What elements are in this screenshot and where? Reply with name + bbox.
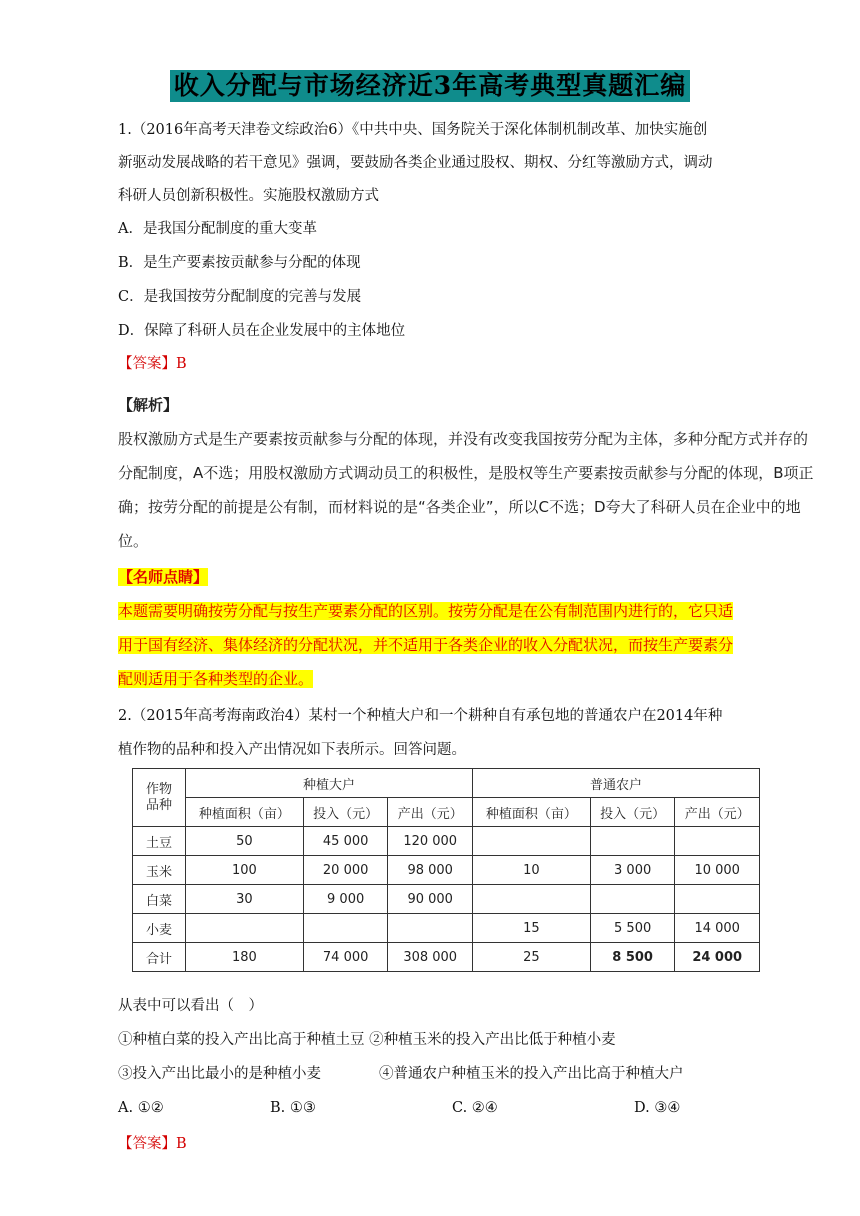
q1-answer: 【答案】B [118, 356, 187, 372]
table-cell [303, 914, 388, 943]
table-cell: 90 000 [388, 885, 473, 914]
table-row [133, 856, 760, 885]
table-cell: 10 000 [675, 856, 760, 885]
q1-tip-label-text: 【名师点睛】 [118, 568, 209, 586]
table-corner-line-2: 品种 [145, 797, 172, 813]
q1-tip-line-2 [118, 634, 733, 656]
table-cell: 3 000 [590, 856, 675, 885]
table-header-row [133, 769, 760, 798]
q2-stem-line-2: 植作物的品种和投入产出情况如下表所示。回答问题。 [118, 742, 466, 758]
table-group-header-2: 普通农户 [472, 769, 759, 798]
q1-tip-line-2-text: 用于国有经济、集体经济的分配状况，并不适用于各类企业的收入分配状况，而按生产要素分 [118, 636, 734, 654]
table-subheader: 投入（元） [303, 798, 388, 827]
q1-option-a: A．是我国分配制度的重大变革 [118, 221, 317, 237]
table-cell: 10 [472, 856, 590, 885]
q2-option-b: B. ①③ [270, 1100, 316, 1116]
table-cell [472, 885, 590, 914]
table-cell: 50 [186, 827, 304, 856]
q2-answer: 【答案】B [118, 1136, 187, 1152]
q2-option-d: D. ③④ [634, 1100, 681, 1116]
table-subheader: 产出（元） [675, 798, 760, 827]
table-cell: 45 000 [303, 827, 388, 856]
table-cell [186, 914, 304, 943]
q1-analysis-line-3: 确；按劳分配的前提是公有制，而材料说的是“各类企业”，所以C不选；D夸大了科研人员在企业中的地 [118, 498, 801, 516]
table-cell [675, 827, 760, 856]
table-subheader: 种植面积（亩） [186, 798, 304, 827]
table-cell [590, 827, 675, 856]
table-cell: 24 000 [675, 943, 760, 972]
table-cell: 小麦 [133, 914, 186, 943]
table-group-header-1: 种植大户 [186, 769, 473, 798]
table-row [133, 914, 760, 943]
q1-option-c: C．是我国按劳分配制度的完善与发展 [118, 289, 362, 305]
q1-tip-line-3-text: 配则适用于各种类型的企业。 [118, 670, 314, 688]
q2-statements-line-2: ③投入产出比最小的是种植小麦 ④普通农户种植玉米的投入产出比高于种植大户 [118, 1066, 684, 1082]
table-subheader: 投入（元） [590, 798, 675, 827]
table-cell: 180 [186, 943, 304, 972]
table-cell: 100 [186, 856, 304, 885]
q1-stem-line-2: 新驱动发展战略的若干意见》强调，要鼓励各类企业通过股权、期权、分红等激励方式，调动 [118, 155, 713, 171]
q2-option-c: C. ②④ [452, 1100, 498, 1116]
table-cell: 8 500 [590, 943, 675, 972]
table-cell: 合计 [133, 943, 186, 972]
q1-tip-line-1 [118, 600, 733, 622]
q1-option-b: B．是生产要素按贡献参与分配的体现 [118, 255, 361, 271]
table-cell: 120 000 [388, 827, 473, 856]
table-cell: 玉米 [133, 856, 186, 885]
table-subheader: 产出（元） [388, 798, 473, 827]
table-corner-line-1: 作物 [145, 781, 172, 797]
q1-tip-line-3 [118, 668, 313, 690]
data-table [132, 768, 760, 972]
table-cell [675, 885, 760, 914]
q1-analysis-line-2: 分配制度，A不选；用股权激励方式调动员工的积极性，是股权等生产要素按贡献参与分配的体现，B项正 [118, 464, 814, 482]
table-cell: 98 000 [388, 856, 473, 885]
table-cell: 9 000 [303, 885, 388, 914]
table-subheader: 种植面积（亩） [472, 798, 590, 827]
page-title: 收入分配与市场经济近3年高考典型真题汇编 [170, 70, 690, 102]
table-cell: 20 000 [303, 856, 388, 885]
table-cell: 30 [186, 885, 304, 914]
table-cell: 白菜 [133, 885, 186, 914]
table-corner-cell [133, 769, 186, 827]
table-subheader-row [133, 798, 760, 827]
table-cell: 25 [472, 943, 590, 972]
q1-analysis-label: 【解析】 [118, 396, 179, 414]
q1-option-d: D．保障了科研人员在企业发展中的主体地位 [118, 323, 406, 339]
q1-analysis-line-1: 股权激励方式是生产要素按贡献参与分配的体现，并没有改变我国按劳分配为主体，多种分配方式并存的 [118, 430, 809, 448]
q2-option-a: A. ①② [118, 1100, 164, 1116]
table-cell: 74 000 [303, 943, 388, 972]
q2-statements-line-1: ①种植白菜的投入产出比高于种植土豆 ②种植玉米的投入产出比低于种植小麦 [118, 1032, 616, 1048]
table-cell: 土豆 [133, 827, 186, 856]
table-cell [590, 885, 675, 914]
q2-stem-line-1: 2.（2015年高考海南政治4）某村一个种植大户和一个耕种自有承包地的普通农户在2014年种 [118, 708, 723, 724]
q1-stem-line-1: 1.（2016年高考天津卷文综政治6）《中共中央、国务院关于深化体制机制改革、加快实施创 [118, 122, 708, 138]
table-cell: 14 000 [675, 914, 760, 943]
title-container [0, 70, 860, 102]
table-row [133, 827, 760, 856]
q1-tip-label [118, 566, 208, 588]
table-row [133, 885, 760, 914]
table-cell: 5 500 [590, 914, 675, 943]
table-cell [472, 827, 590, 856]
table-cell: 15 [472, 914, 590, 943]
q2-prompt: 从表中可以看出（ ） [118, 998, 263, 1014]
q1-stem-line-3: 科研人员创新积极性。实施股权激励方式 [118, 188, 379, 204]
table-cell [388, 914, 473, 943]
table-cell: 308 000 [388, 943, 473, 972]
q1-analysis-line-4: 位。 [118, 532, 149, 550]
table-total-row [133, 943, 760, 972]
q1-tip-line-1-text: 本题需要明确按劳分配与按生产要素分配的区别。按劳分配是在公有制范围内进行的，它只适 [118, 602, 734, 620]
